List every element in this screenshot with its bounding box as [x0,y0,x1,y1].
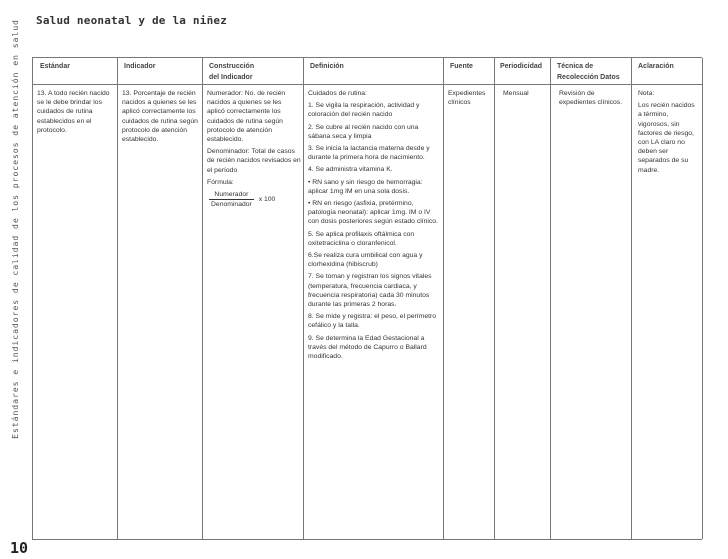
definicion-item: 6.Se realiza cura umbilical con agua y clorhexidina (hibiscrub) [308,252,423,269]
cell-fuente: Expedientes clínicos [448,90,486,107]
cell-construccion [207,89,301,209]
header-indicador: Indicador [124,63,156,70]
column-tecnica [551,58,632,539]
definicion-item: 4. Se administra vitamina K. [308,166,393,174]
vertical-title-text: Estándares e indicadores de calidad de los procesos de atención en salud [10,19,20,439]
definicion-item: • RN sano y sin riesgo de hemorragia: aplicar 1mg IM en una sola dosis. [308,178,423,195]
construccion-denominador: Denominador: Total de casos de recién nacidos revisados en el período [207,148,301,174]
cell-indicador: 13. Porcentaje de recién nacidos a quienes se les aplicó correctamente los cuidados de rutina según protocolo de atención establecido. [122,90,198,144]
aclaracion-nota-label: Nota: [638,90,655,97]
definicion-item: 9. Se determina la Edad Gestacional a través del método de Capurro o Ballard modificado. [308,334,427,361]
definicion-item: 5. Se aplica profilaxis oftálmica con oxitetraciclina o cloranfenicol. [308,230,415,247]
definicion-item: 2. Se cubre al recién nacido con una sábana seca y limpia [308,123,419,140]
header-fuente: Fuente [450,63,473,70]
indicator-table [32,57,702,540]
header-construccion [209,61,254,83]
header-definicion: Definición [310,63,344,70]
header-divider [33,84,702,85]
definicion-item: Cuidados de rutina: [308,90,367,97]
vertical-document-title [8,8,22,450]
header-construccion-line2: del Indicador [209,74,253,81]
header-tecnica-line2: Recolección Datos [557,74,620,81]
header-tecnica-line1: Técnica de [557,63,594,70]
aclaracion-text: Los recién nacidos a término, vigorosos, sin factores de riesgo, con LA claro no deben ser separados de su madre. [638,102,695,174]
definicion-item: 1. Se vigila la respiración, actividad y coloración del recién nacido [308,102,420,119]
formula-numerator: Numerador [209,190,254,200]
cell-definicion [308,89,441,364]
page-number: 10 [10,539,29,557]
column-fuente [444,58,495,539]
construccion-formula-label: Fórmula: [207,178,234,186]
cell-tecnica: Revisión de expedientes clínicos. [559,90,623,107]
column-periodicidad [495,58,551,539]
definicion-item: 7. Se toman y registran los signos vitales (temperatura, frecuencia cardiaca, y frecuencia respiratoria) cada 30 minutos durante las primeras 2 horas. [308,273,432,309]
section-title: Salud neonatal y de la niñez [36,14,228,27]
definicion-item: 3. Se inicia la lactancia materna desde y durante la primera hora de nacimiento. [308,145,430,162]
formula-fraction [209,190,254,209]
definicion-item: 8. Se mide y registra: el peso, el perímetro cefálico y la talla. [308,313,437,330]
header-aclaracion: Aclaración [638,63,674,70]
header-tecnica [557,61,620,83]
header-construccion-line1: Construcción [209,63,255,70]
formula-multiplier: x 100 [258,196,276,204]
header-estandar: Estándar [40,63,70,70]
construccion-formula [207,190,301,209]
formula-denominator: Denominador [211,201,252,209]
construccion-numerador: Numerador: No. de recién nacidos a quienes se les aplicó correctamente los cuidados de rutina según protocolo de atención establecido. [207,90,286,144]
definicion-item: • RN en riesgo (asfixia, pretérmino, patología neonatal): aplicar 1mg. IM o IV con dosis posteriores según estado clínico. [308,200,438,226]
cell-aclaracion [638,89,700,178]
header-periodicidad: Periodicidad [500,63,543,70]
cell-periodicidad: Mensual [503,90,529,97]
cell-estandar: 13. A todo recién nacido se le debe brindar los cuidados de rutina establecidos en el protocolo. [37,90,110,134]
